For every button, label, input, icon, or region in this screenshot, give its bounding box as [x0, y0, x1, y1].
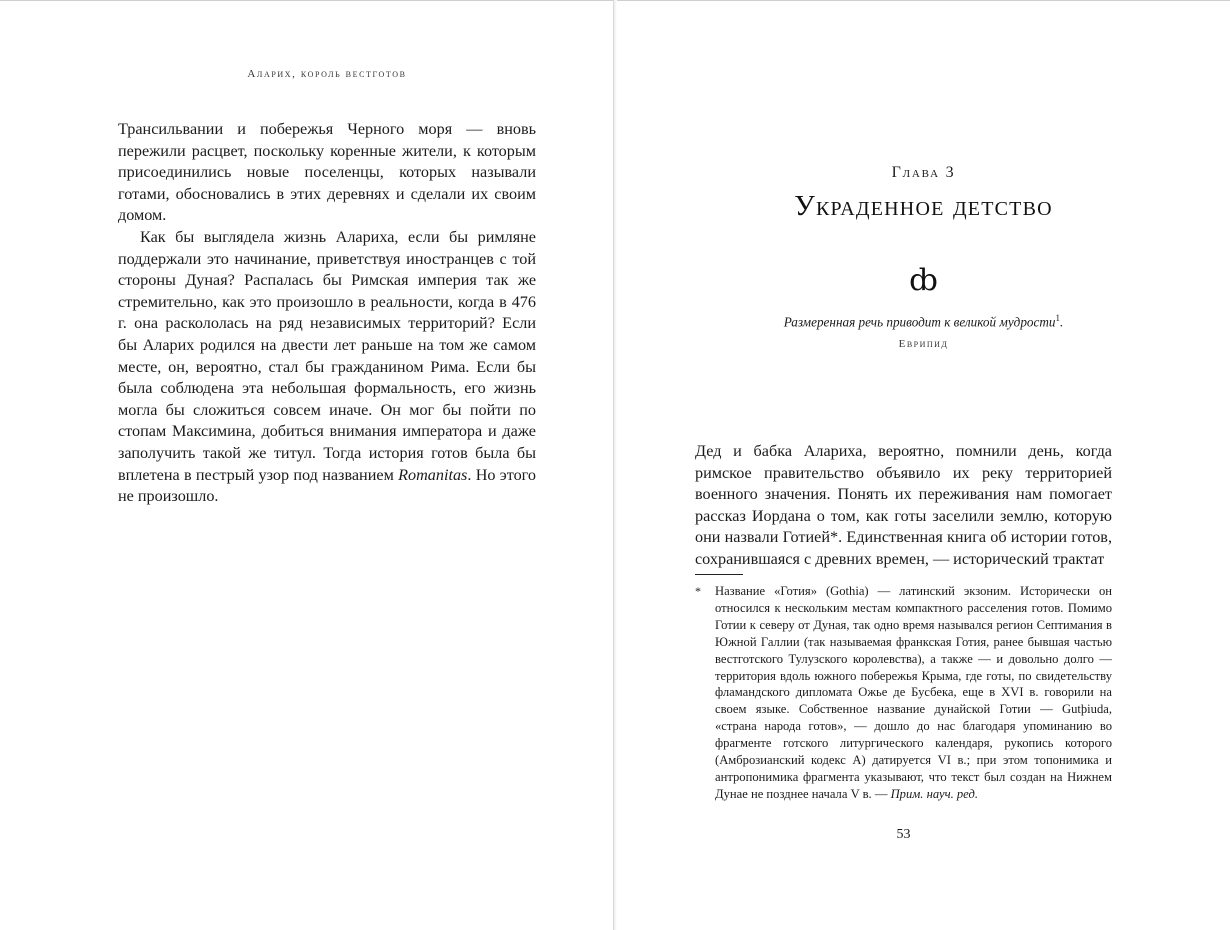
left-page: [0, 0, 613, 930]
epigraph-ref: 1: [1055, 313, 1060, 323]
running-head: Аларих, король вестготов: [247, 68, 407, 80]
epigraph-text: Размеренная речь приводит к великой мудрости: [783, 314, 1056, 330]
footnote-rule: [695, 574, 743, 575]
footnote-text: Название «Готия» (Gothia) — латинский экзоним. Исторически он относился к нескольким местам компактного расселения готов. Помимо Готии к северу от Дуная, так одно время назывался регион Септимания в Южной Галлии (так называемая франкская Готия, ранее бывшая частью вестготского Тулузского королевства), а также — и довольно долго — территория вдоль южного побережья Крыма, где готы, по свидетельству фламандского дипломата Ожье де Бусбека, еще в XVI в. говорили на своем языке. Собственное название дунайской Готии — Gutþiuda, «страна народа готов», — дошло до нас благодаря упоминанию во фрагменте готского литургического календаря, рукопись которого (Амброзианский кодекс А) датируется VI в.; при этом топонимика и антропонимика фрагмента указывают, что текст был создан на Нижнем Дунае не позднее начала V в. —: [715, 584, 1112, 801]
ornament-icon: ȸ: [909, 263, 938, 298]
left-paragraph-2: [118, 227, 536, 508]
chapter-label: Глава 3: [891, 164, 956, 181]
footnote-mark: *: [695, 584, 701, 598]
epigraph-author: Еврипид: [898, 338, 949, 350]
page-number: 53: [896, 827, 911, 842]
right-page: [617, 0, 1230, 930]
left-body-text: [118, 119, 536, 508]
right-body-text: [695, 441, 1112, 571]
right-paragraph-1-end: . Единственная книга об истории готов, сохранившаяся с древних времен, — исторический трактат: [695, 528, 1112, 568]
right-paragraph-1: [695, 441, 1112, 571]
footnote-reference: *: [830, 528, 839, 547]
right-paragraph-1-start: Дед и бабка Алариха, вероятно, помнили день, когда римское правительство объявило их реку территорией военного значения. Понять их переживания нам помогает рассказ Иордана о том, как готы заселили землю, которую они назвали Готией: [695, 442, 1112, 547]
left-paragraph-2-text: Как бы выглядела жизнь Алариха, если бы римляне поддержали это начинание, приветствуя иностранцев с той стороны Дуная? Распалась бы Римская империя так же стремительно, как это произошло в реальности, когда в 476 г. она раскололась на ряд независимых территорий? Если бы Аларих родился на двести лет раньше на том же самом месте, он, вероятно, стал бы гражданином Рима. Если бы была соблюдена эта небольшая формальность, его жизнь могла бы сложиться совсем иначе. Он мог бы пойти по стопам Максимина, добиться внимания императора и даже заполучить такой же титул. Тогда история готов была бы вплетена в пестрый узор под названием: [118, 227, 536, 484]
chapter-title: Украденное детство: [794, 190, 1053, 222]
footnote-body: [715, 583, 1112, 803]
romanitas-italic: Romanitas: [398, 465, 468, 484]
footnote: [695, 583, 1112, 803]
epigraph-end: .: [1059, 314, 1064, 330]
footnote-editor-note: Прим. науч. ред.: [890, 786, 978, 801]
left-paragraph-1: Трансильвании и побережья Черного моря — вновь пережили расцвет, поскольку коренные жители, к которым присоединились новые поселенцы, которых называли готами, обосновались в этих деревнях и сделали их своим домом.: [118, 120, 536, 225]
epigraph: [617, 313, 1230, 330]
left-paragraph-2-end: . Но этого не произошло.: [118, 465, 536, 506]
